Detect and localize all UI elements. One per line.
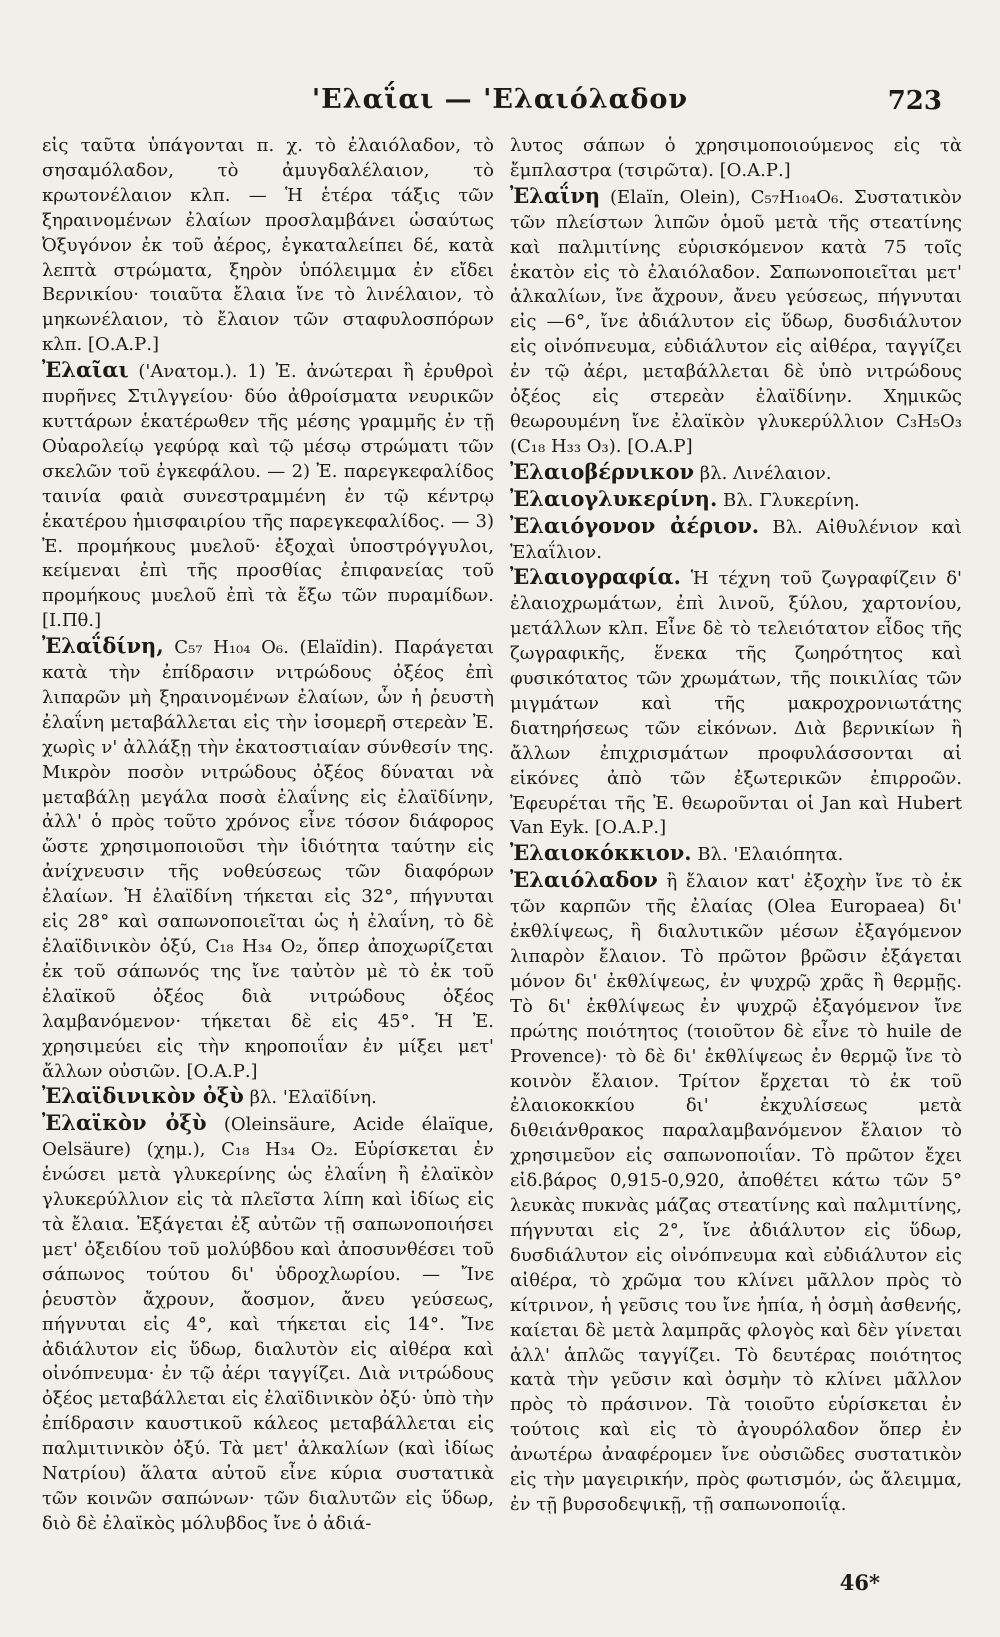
entry-body: (Oleinsäure, Acide élaïque, Oelsäure) (χημ.), C₁₈ H₃₄ O₂. Εὑρίσκεται ἐν ἑνώσει μετὰ γλυκερίνης ὡς ἐλαΐνη ἢ ἐλαϊκὸν γλυκερύλλιον εἰς τὰ πλεῖστα λίπη καὶ ἰδίως εἰς τὰ ἔλαια. Ἐξάγεται ἐξ αὐτῶν τῇ σαπωνοποιήσει μετ' ὀξειδίου τοῦ μολύβδου καὶ ἀποσυνθέσει τοῦ σάπωνος τούτου δι' ὑδροχλωρίου. — Ἴνε ῥευστὸν ἄχρουν, ἄοσμον, ἄνευ γεύσεως, πήγνυται εἰς 4°, καὶ τήκεται εἰς 14°. Ἴνε ἀδιάλυτον εἰς ὕδωρ, διαλυτὸν εἰς αἰθέρα καὶ οἰνόπνευμα· ἐν τῷ ἀέρι ταγγίζει. Διὰ νιτρώδους ὀξέος μεταβάλλεται εἰς ἐλαϊδινικὸν ὀξύ· ὑπὸ τὴν ἐπίδρασιν καυστικοῦ κάλεος μεταβάλλεται εἰς παλμιτινικὸν ὀξύ. Τὰ μετ' ἀλκαλίων (καὶ ἰδίως Νατρίου) ἅλατα αὐτοῦ εἶνε κύρια συστατικὰ τῶν κοινῶν σαπώνων· τῶν διαλυτῶν εἰς ὕδωρ, διὸ δὲ ἐλαϊκὸς μόλυβδος ἴνε ὁ ἀδιά-	[42, 1114, 494, 1534]
entry-body: ἢ ἔλαιον κατ' ἐξοχὴν ἴνε τὸ ἐκ τῶν καρπῶν τῆς ἐλαίας (Olea Europaea) δι' ἐκθλίψεως, ἢ διαλυτικῶν μέσων ἐξαγόμενον λιπαρὸν ἔλαιον. Τὸ πρῶτον βρῶσιν ἐξάγεται μόνον δι' ἐκθλίψεως, ἐν ψυχρῷ χρᾶς ἢ θερμῇς. Τὸ δι' ἐκθλίψεως ἐν ψυχρῷ ἐξαγόμενον ἴνε πρώτης ποιότητος (τοιοῦτον δὲ εἶνε τὸ huile de Provence)· τὸ δὲ δι' ἐκθλίψεως ἐν θερμῷ ἴνε τὸ κοινὸν ἔλαιον. Τρίτον ἔρχεται τὸ ἐκ τοῦ ἐλαιοκοκκίου δι' ἐκχυλίσεως μετὰ διθειάνθρακος παραλαμβανόμενον ἔλαιον τὸ χρησιμεῦον εἰς σαπωνοποιΐαν. Τὸ πρῶτον ἔχει εἰδ.βάρος 0,915-0,920, ἀποθέτει κάτω τῶν 5° λευκὰς πυκνὰς μάζας στεατίνης καὶ παλμιτίνης, πήγνυται εἰς 2°, ἴνε ἀδιάλυτον εἰς ὕδωρ, δυσδιάλυτον εἰς οἰνόπνευμα καὶ εὐδιάλυτον εἰς αἰθέρα, τὸ χρῶμα του κλίνει μᾶλλον πρὸς τὸ κίτρινον, ἡ γεῦσις του ἴνε ἠπία, ἡ ὀσμὴ ἀσθενής, καίεται δὲ μετὰ λαμπρᾶς φλογὸς καὶ δὲν γίνεται ἀλλ' ἁπλῶς ταγγίζει. Τὸ δευτέρας ποιότητος κατὰ τὴν γεῦσιν καὶ ὀσμὴν τὸ κλίνει μᾶλλον πρὸς τὸ πράσινον. Τὰ τοιοῦτο εὑρίσκεται ἐν τούτοις καὶ εἰς τὸ ἀγουρόλαδον ὅπερ ἐν ἀνωτέρω ἀναφέρομεν ἴνε οὐσιῶδες συστατικὸν εἰς τὴν μαγειρικήν, πρὸς φωτισμόν, ὡς ἄλειμμα, ἐν τῇ βυρσοδεψικῇ, τῇ σαπωνοποιΐᾳ.	[510, 871, 962, 1515]
entry-headword: Ἐλαΐνη	[510, 182, 601, 208]
entry-paragraph	[42, 358, 494, 634]
entry-headword: Ἐλαῖαι	[42, 357, 129, 383]
entry-headword: Ἐλαϊδινικὸν ὀξὺ	[42, 1083, 244, 1109]
entry-body: Ἡ τέχνη τοῦ ζωγραφίζειν δ' ἐλαιοχρωμάτων, ἐπὶ λινοῦ, ξύλου, χαρτονίου, μετάλλων κλπ. Εἶνε δὲ τὸ τελειότατον εἶδος τῆς ζωγραφικῆς, ἕνεκα τῆς ζωηρότητος καὶ φυσικότατος τῶν χρωμάτων, τῆς ποικιλίας τῶν μιγμάτων καὶ τῆς μακροχρονιωτάτης διατηρήσεως τῶν εἰκόνων. Διὰ βερνικίων ἢ ἄλλων ἐπιχρισμάτων προφυλάσσονται αἱ εἰκόνες ἀπὸ τῶν ἐξωτερικῶν ἐπιρροῶν. Ἐφευρέται τῆς Ἐ. θεωροῦνται οἱ Jan καὶ Hubert Van Eyk. [Ο.Α.Ρ.]	[510, 568, 962, 839]
entry-paragraph	[42, 634, 494, 1084]
entry-headword: Ἐλαιόλαδον	[510, 867, 658, 893]
signature-mark: 46*	[839, 1570, 880, 1595]
entry-headword: Ἐλαΐδίνη,	[42, 633, 164, 659]
entry-body: (Elaïn, Olein), C₅₇H₁₀₄O₆. Συστατικὸν τῶν πλείστων λιπῶν ὁμοῦ μετὰ τῆς στεατίνης καὶ παλμιτίνης εὑρισκόμενον κατὰ 75 τοῖς ἑκατὸν εἰς τὸ ἐλαιόλαδον. Σαπωνοποιεῖται μετ' ἀλκαλίων, ἴνε ἄχρουν, ἄνευ γεύσεως, πήγνυται εἰς —6°, ἴνε ἀδιάλυτον εἰς ὕδωρ, δυσδιάλυτον εἰς οἰνόπνευμα, εὐδιάλυτον εἰς αἰθέρα, ταγγίζει ἐν τῷ ἀέρι, μεταβάλλεται δὲ ὑπὸ νιτρώδους ὀξέος εἰς στερεὰν ἐλαϊδίνην. Χημικῶς θεωρουμένη ἴνε ἐλαϊκὸν γλυκερύλλιον C₃H₅O₃ (C₁₈ H₃₃ O₃). [Ο.Α.Ρ]	[510, 186, 962, 457]
left-column	[42, 132, 494, 1537]
entry-headword: Ἐλαϊκὸν ὀξὺ	[42, 1110, 207, 1136]
entry-body: Βλ. 'Ελαιόπητα.	[691, 844, 844, 866]
entry-paragraph	[510, 868, 962, 1518]
entry-paragraph	[42, 1084, 494, 1111]
entry-paragraph	[42, 1111, 494, 1536]
entry-paragraph: λυτος σάπων ὁ χρησιμοποιούμενος εἰς τὰ ἔμπλαστρα (τσιρῶτα). [Ο.Α.Ρ.]	[510, 135, 962, 181]
entry-body: Βλ. Αἰθυλένιον καὶ Ἐλαΐλιον.	[510, 516, 962, 563]
entry-paragraph: εἰς ταῦτα ὑπάγονται π. χ. τὸ ἐλαιόλαδον, τὸ σησαμόλαδον, τὸ ἀμυγδαλέλαιον, τὸ κρωτονέλαιον κλπ. — Ἡ ἑτέρα τάξις τῶν ξηραινομένων ἐλαίων προσλαμβάνει ὡσαύτως Ὀξυγόνον ἐκ τοῦ ἀέρος, ἐγκαταλείπει δέ, κατὰ λεπτὰ στρώματα, ξηρὸν ὑπόλειμμα ἐν εἴδει Βερνικίου· τοιαῦτα ἔλαια ἴνε τὸ λινέλαιον, τὸ μηκωνέλαιον, τὸ ἔλαιον τῶν σταφυλοσπόρων κλπ. [Ο.Α.Ρ.]	[42, 135, 494, 356]
entry-headword: Ἐλαιοβέρνικον	[510, 458, 695, 484]
entry-paragraph	[510, 841, 962, 868]
entry-paragraph	[510, 565, 962, 841]
entry-headword: Ἐλαιογραφία.	[510, 564, 681, 590]
entry-body: Βλ. Γλυκερίνη.	[717, 489, 860, 511]
entry-body: βλ. 'Ελαϊδίνη.	[243, 1087, 377, 1109]
entry-body: ('Ανατομ.). 1) Ἐ. ἀνώτεραι ἢ ἐρυθροὶ πυρῆνες Στιλγγείου· δύο ἀθροίσματα νευρικῶν κυττάρων ἑκατέρωθεν τῆς μέσης γραμμῆς ἐν τῇ Οὐαρολείῳ γεφύρᾳ καὶ τῷ μέσῳ στρώματι τῶν σκελῶν τοῦ ἐγκεφάλου. — 2) Ἐ. παρεγκεφαλίδος ταινία φαιὰ συνεστραμμένη ἐν τῷ κέντρῳ ἑκατέρου ἡμισφαιρίου τῆς παρεγκεφαλίδος. — 3) Ἐ. προμήκους μυελοῦ· ἐξοχαὶ ὑποστρόγγυλοι, κείμεναι ἐπὶ τῆς προσθίας ἐπιφανείας τοῦ προμήκους μυελοῦ ἐπὶ τὰ ἔξω τῶν πυραμίδων. [Ι.Πθ.]	[42, 361, 494, 632]
right-column	[510, 132, 962, 1518]
entry-paragraph	[510, 514, 962, 566]
entry-body: βλ. Λινέλαιον.	[694, 462, 832, 484]
entry-headword: Ἐλαιοκόκκιον.	[510, 840, 692, 866]
page-number: 723	[887, 86, 942, 116]
entry-paragraph	[510, 184, 962, 460]
entry-headword: Ἐλαιογλυκερίνη.	[510, 485, 718, 511]
entry-body: C₅₇ H₁₀₄ O₆. (Elaïdin). Παράγεται κατὰ τὴν ἐπίδρασιν νιτρώδους ὀξέος ἐπὶ λιπαρῶν μὴ ξηραινομένων ἐλαίων, ὧν ἡ ῥευστὴ ἐλαΐνη μεταβάλλεται εἰς τὴν ἰσομερῆ στερεὰν Ἐ. χωρὶς ν' ἀλλάξῃ τὴν ἑκατοστιαίαν σύνθεσίν της. Μικρὸν ποσὸν νιτρώδους ὀξέος δύναται νὰ μεταβάλῃ μεγάλα ποσὰ ἐλαΐνης εἰς ἐλαϊδίνην, ἀλλ' ὁ πρὸς τοῦτο χρόνος εἶνε τόσον διάφορος ὥστε χρησιμοποιοῦσι τὴν ἰδιότητα ταύτην εἰς ἀνίχνευσιν τῆς νοθεύσεως τῶν διαφόρων ἐλαίων. Ἡ ἐλαϊδίνη τήκεται εἰς 32°, πήγνυται εἰς 28° καὶ σαπωνοποιεῖται ὡς ἡ ἐλαΐνη, τὸ δὲ ἐλαϊδινικὸν ὀξύ, C₁₈ H₃₄ O₂, ὅπερ ἀποχωρίζεται ἐκ τοῦ σάπωνός της ἴνε ταὐτὸν μὲ τὸ ἐκ τοῦ ἐλαϊκοῦ ὀξέος διὰ νιτρώδους ὀξέος λαμβανόμενον· τήκεται δὲ εἰς 45°. Ἡ Ἐ. χρησιμεύει εἰς τὴν κηροποιΐαν ἐν μίξει μετ' ἄλλων οὐσιῶν. [Ο.Α.Ρ.]	[42, 637, 494, 1082]
entry-headword: Ἐλαιόγονον ἀέριον.	[510, 512, 760, 538]
entry-paragraph	[510, 487, 962, 514]
running-header: 'Ελαΐαι — 'Ελαιόλαδον	[311, 84, 689, 115]
entry-paragraph	[510, 460, 962, 487]
